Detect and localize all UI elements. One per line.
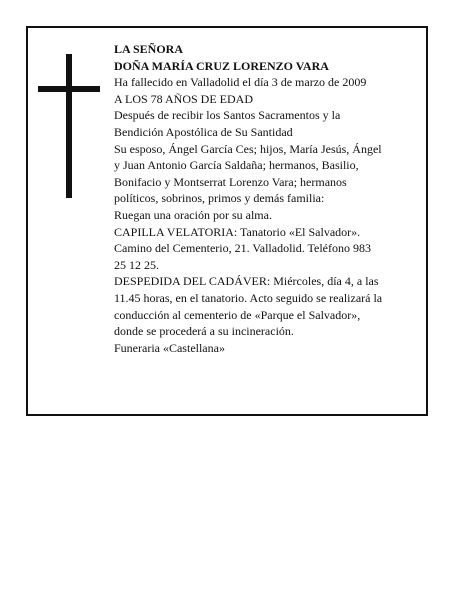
- latin-cross-icon: [38, 54, 100, 198]
- age-at-death: A LOS 78 AÑOS DE EDAD: [114, 91, 254, 106]
- chapel-line: CAPILLA VELATORIA: Tanatorio «El Salvador».: [114, 224, 361, 239]
- death-announcement: Ha fallecido en Valladolid el día 3 de marzo de 2009: [114, 75, 367, 90]
- sacraments-line: Después de recibir los Santos Sacramentos y la: [114, 108, 341, 123]
- prayer-request: Ruegan una oración por su alma.: [114, 207, 272, 222]
- chapel-line: Camino del Cementerio, 21. Valladolid. Teléfono 983: [114, 241, 372, 256]
- notice-text: [114, 41, 420, 356]
- deceased-name: DOÑA MARÍA CRUZ LORENZO VARA: [114, 58, 329, 73]
- farewell-line: DESPEDIDA DEL CADÁVER: Miércoles, día 4, a las: [114, 274, 379, 289]
- sacraments-paragraph: [114, 107, 420, 140]
- farewell-line: 11.45 horas, en el tanatorio. Acto seguido se realizará la: [114, 290, 383, 305]
- family-paragraph: [114, 141, 420, 207]
- farewell-line: conducción al cementerio de «Parque el Salvador»,: [114, 307, 361, 322]
- farewell-line: donde se procederá a su incineración.: [114, 324, 294, 339]
- cross-horizontal-bar: [38, 86, 100, 92]
- chapel-line: 25 12 25.: [114, 257, 159, 272]
- notice-title: LA SEÑORA: [114, 42, 184, 56]
- cross-vertical-bar: [66, 54, 72, 198]
- farewell-paragraph: [114, 273, 420, 339]
- obituary-notice: [26, 26, 428, 416]
- sacraments-line: Bendición Apostólica de Su Santidad: [114, 124, 293, 139]
- family-line: y Juan Antonio García Saldaña; hermanos, Basilio,: [114, 158, 359, 173]
- funeral-home: Funeraria «Castellana»: [114, 340, 225, 355]
- family-line: políticos, sobrinos, primos y demás familia:: [114, 191, 325, 206]
- family-line: Su esposo, Ángel García Ces; hijos, María Jesús, Ángel: [114, 141, 382, 156]
- family-line: Bonifacio y Montserrat Lorenzo Vara; hermanos: [114, 174, 347, 189]
- chapel-paragraph: [114, 224, 420, 274]
